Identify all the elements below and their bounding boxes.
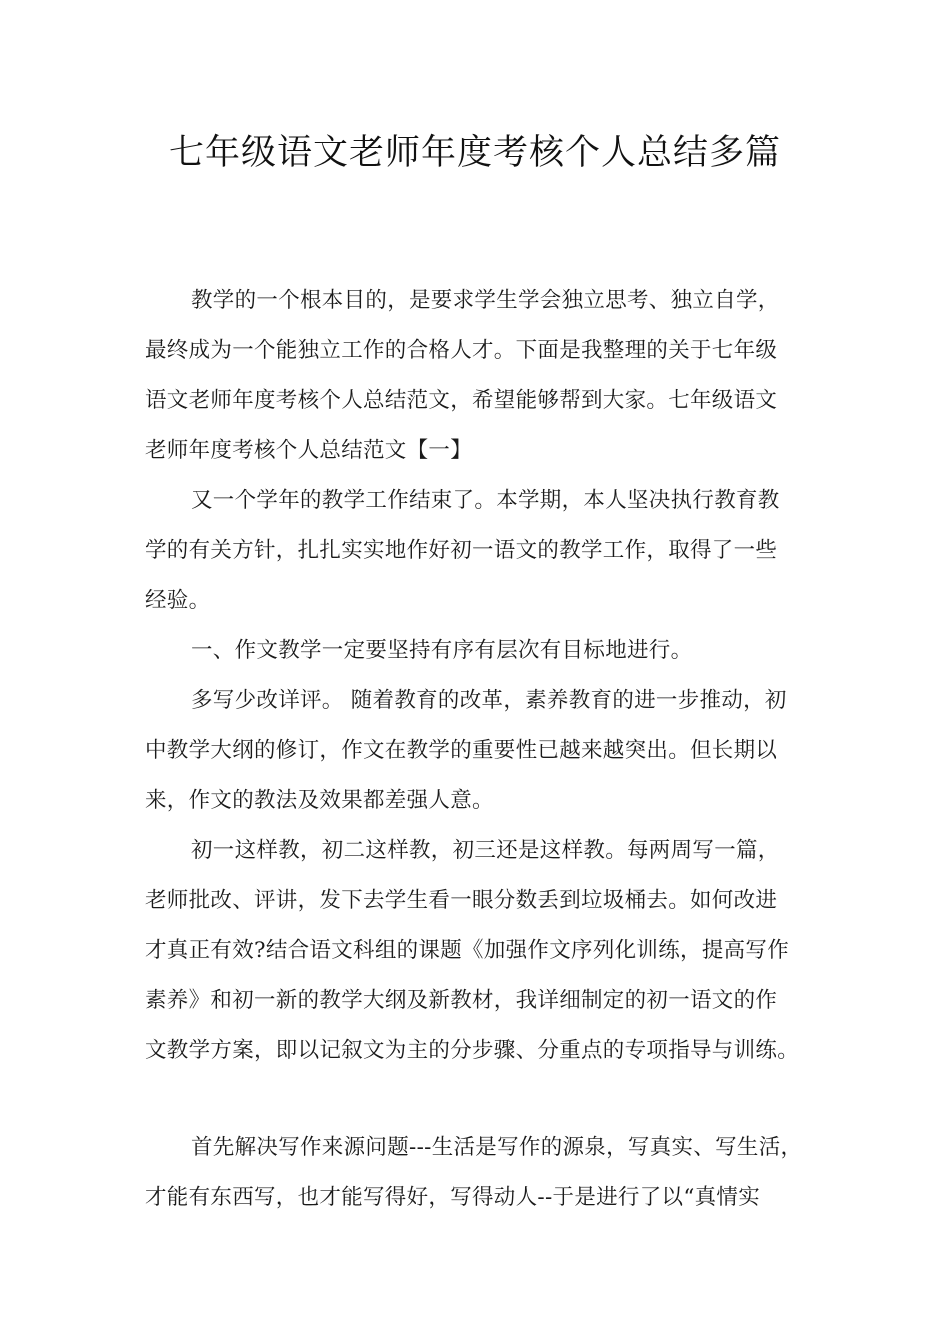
paragraph-line: 初一这样教，初二这样教，初三还是这样教。每两周写一篇，	[191, 838, 780, 863]
paragraph-line: 才能有东西写，也才能写得好，写得动人--于是进行了以“真情实	[145, 1185, 761, 1210]
section-heading: 一、作文教学一定要坚持有序有层次有目标地进行。	[191, 638, 693, 663]
paragraph-line: 教学的一个根本目的，是要求学生学会独立思考、独立自学，	[191, 288, 780, 313]
paragraph-line: 学的有关方针，扎扎实实地作好初一语文的教学工作，取得了一些	[145, 538, 778, 563]
paragraph-line: 来，作文的教法及效果都差强人意。	[145, 788, 494, 813]
paragraph-line: 素养》和初一新的教学大纲及新教材，我详细制定的初一语文的作	[145, 988, 778, 1013]
paragraph-line: 又一个学年的教学工作结束了。本学期，本人坚决执行教育教	[191, 488, 780, 513]
paragraph-line: 经验。	[145, 588, 211, 613]
paragraph-line: 老师批改、评讲，发下去学生看一眼分数丢到垃圾桶去。如何改进	[145, 888, 778, 913]
paragraph-line: 文教学方案，即以记叙文为主的分步骤、分重点的专项指导与训练。	[145, 1038, 800, 1063]
paragraph-line: 最终成为一个能独立工作的合格人才。下面是我整理的关于七年级	[145, 338, 778, 363]
paragraph-line: 才真正有效?结合语文科组的课题《加强作文序列化训练，提高写作	[145, 938, 790, 963]
paragraph-line: 老师年度考核个人总结范文【一】	[145, 438, 473, 463]
paragraph-line: 多写少改详评。 随着教育的改革，素养教育的进一步推动，初	[191, 688, 787, 713]
paragraph-line: 语文老师年度考核个人总结范文，希望能够帮到大家。七年级语文	[145, 388, 778, 413]
paragraph-line: 首先解决写作来源问题---生活是写作的源泉，写真实、写生活，	[191, 1135, 803, 1160]
paragraph-line: 中教学大纲的修订，作文在教学的重要性已越来越突出。但长期以	[145, 738, 778, 763]
document-title: 七年级语文老师年度考核个人总结多篇	[168, 133, 781, 173]
